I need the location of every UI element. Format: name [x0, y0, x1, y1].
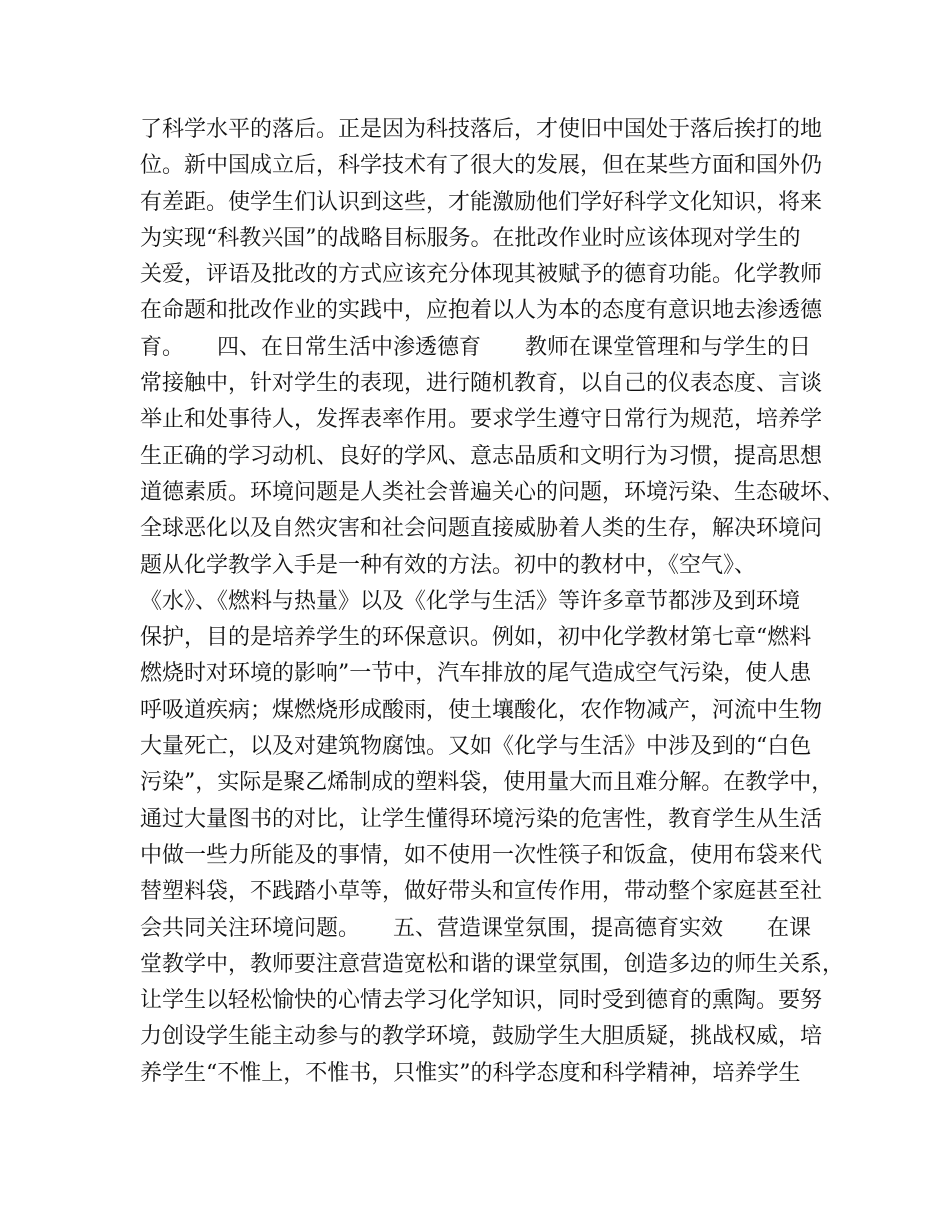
- text-line: 题从化学教学入手是一种有效的方法。初中的教材中，《空气》、: [140, 552, 757, 578]
- text-line: 会共同关注环境问题。 五、营造课堂氛围，提高德育实效 在课: [140, 915, 812, 941]
- text-line: 大量死亡，以及对建筑物腐蚀。又如《化学与生活》中涉及到的“白色: [140, 734, 812, 760]
- text-line: 燃烧时对环境的影响”一节中，汽车排放的尾气造成空气污染，使人患: [140, 661, 812, 687]
- text-line: 堂教学中，教师要注意营造宽松和谐的课堂氛围，创造多边的师生关系，: [140, 951, 845, 977]
- text-line: 污染”，实际是聚乙烯制成的塑料袋，使用量大而且难分解。在教学中，: [140, 770, 834, 796]
- text-line: 常接触中，针对学生的表现，进行随机教育，以自己的仪表态度、言谈: [140, 371, 823, 397]
- text-line: 举止和处事待人，发挥表率作用。要求学生遵守日常行为规范，培养学: [140, 407, 823, 433]
- text-line: 中做一些力所能及的事情，如不使用一次性筷子和饭盒，使用布袋来代: [140, 842, 823, 868]
- text-line: 在命题和批改作业的实践中，应抱着以人为本的态度有意识地去渗透德: [140, 298, 823, 324]
- text-line: 为实现“科教兴国”的战略目标服务。在批改作业时应该体现对学生的: [140, 225, 801, 251]
- text-line: 了科学水平的落后。正是因为科技落后，才使旧中国处于落后挨打的地: [140, 117, 823, 142]
- text-line: 让学生以轻松愉快的心情去学习化学知识，同时受到德育的熏陶。要努: [140, 988, 823, 1014]
- text-line: 生正确的学习动机、良好的学风、意志品质和文明行为习惯，提高思想: [140, 443, 823, 469]
- text-line: 全球恶化以及自然灾害和社会问题直接威胁着人类的生存，解决环境问: [140, 516, 823, 542]
- text-line: 关爱，评语及批改的方式应该充分体现其被赋予的德育功能。化学教师: [140, 262, 823, 288]
- text-line: 育。 四、在日常生活中渗透德育 教师在课堂管理和与学生的日: [140, 334, 812, 360]
- text-line: 通过大量图书的对比，让学生懂得环境污染的危害性，教育学生从生活: [140, 806, 823, 832]
- text-line: 养学生“不惟上，不惟书，只惟实”的科学态度和科学精神，培养学生: [140, 1060, 801, 1086]
- text-line: 《水》、《燃料与热量》以及《化学与生活》等许多章节都涉及到环境: [140, 588, 801, 614]
- text-line: 呼吸道疾病；煤燃烧形成酸雨，使土壤酸化，农作物减产，河流中生物: [140, 697, 823, 723]
- text-line: 道德素质。环境问题是人类社会普遍关心的问题，环境污染、生态破坏、: [140, 479, 845, 505]
- text-line: 有差距。使学生们认识到这些，才能激励他们学好科学文化知识，将来: [140, 189, 823, 215]
- body-text: [140, 112, 845, 1092]
- text-line: 替塑料袋，不践踏小草等，做好带头和宣传作用，带动整个家庭甚至社: [140, 879, 823, 905]
- text-line: 位。新中国成立后，科学技术有了很大的发展，但在某些方面和国外仍: [140, 153, 823, 179]
- text-line: 力创设学生能主动参与的教学环境，鼓励学生大胆质疑，挑战权威，培: [140, 1024, 823, 1050]
- text-line: 保护，目的是培养学生的环保意识。例如，初中化学教材第七章“燃料: [140, 625, 812, 651]
